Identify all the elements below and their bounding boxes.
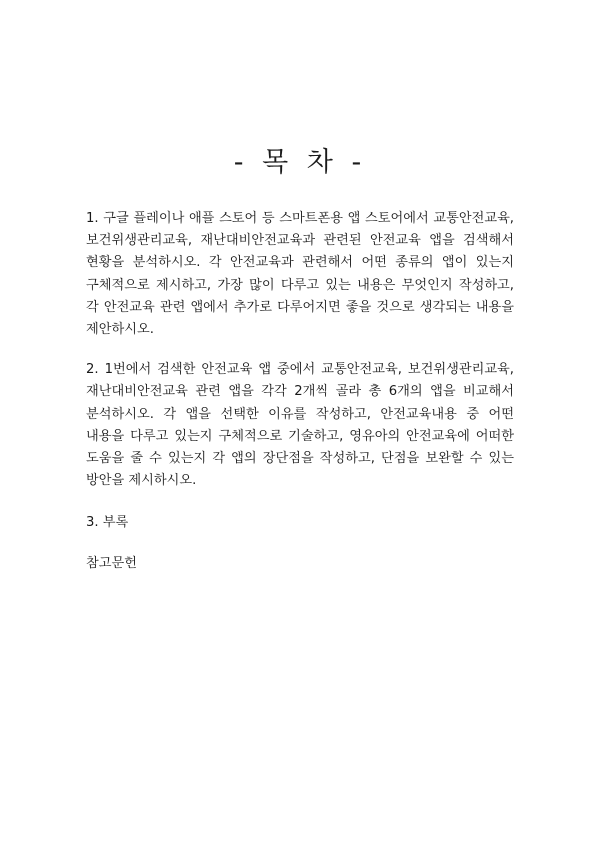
toc-content	[86, 208, 514, 575]
toc-item-references: 참고문헌	[86, 555, 137, 571]
toc-item-1: 1. 구글 플레이나 애플 스토어 등 스마트폰용 앱 스토어에서 교통안전교육, 보건위생관리교육, 재난대비안전교육과 관련된 안전교육 앱을 검색해서 현황을 분석하시오. 각 안전교육과 관련해서 어떤 종류의 앱이 있는지 구체적으로 제시하고, 가장 많이 다루고 있는 내용은 무엇인지 작성하고, 각 안전교육 관련 앱에서 추가로 다루어지면 좋을 것으로 생각되는 내용을 제안하시오.	[86, 211, 514, 338]
toc-title: - 목 차 -	[233, 147, 367, 178]
toc-item-3: 3. 부록	[86, 515, 129, 531]
toc-item-2: 2. 1번에서 검색한 안전교육 앱 중에서 교통안전교육, 보건위생관리교육, 재난대비안전교육 관련 앱을 각각 2개씩 골라 총 6개의 앱을 비교해서 분석하시오. 각 앱을 선택한 이유를 작성하고, 안전교육내용 중 어떤 내용을 다루고 있는지 구체적으로 기술하고, 영유아의 안전교육에 어떠한 도움을 줄 수 있는지 각 앱의 장단점을 작성하고, 단점을 보완할 수 있는 방안을 제시하시오.	[86, 362, 514, 489]
